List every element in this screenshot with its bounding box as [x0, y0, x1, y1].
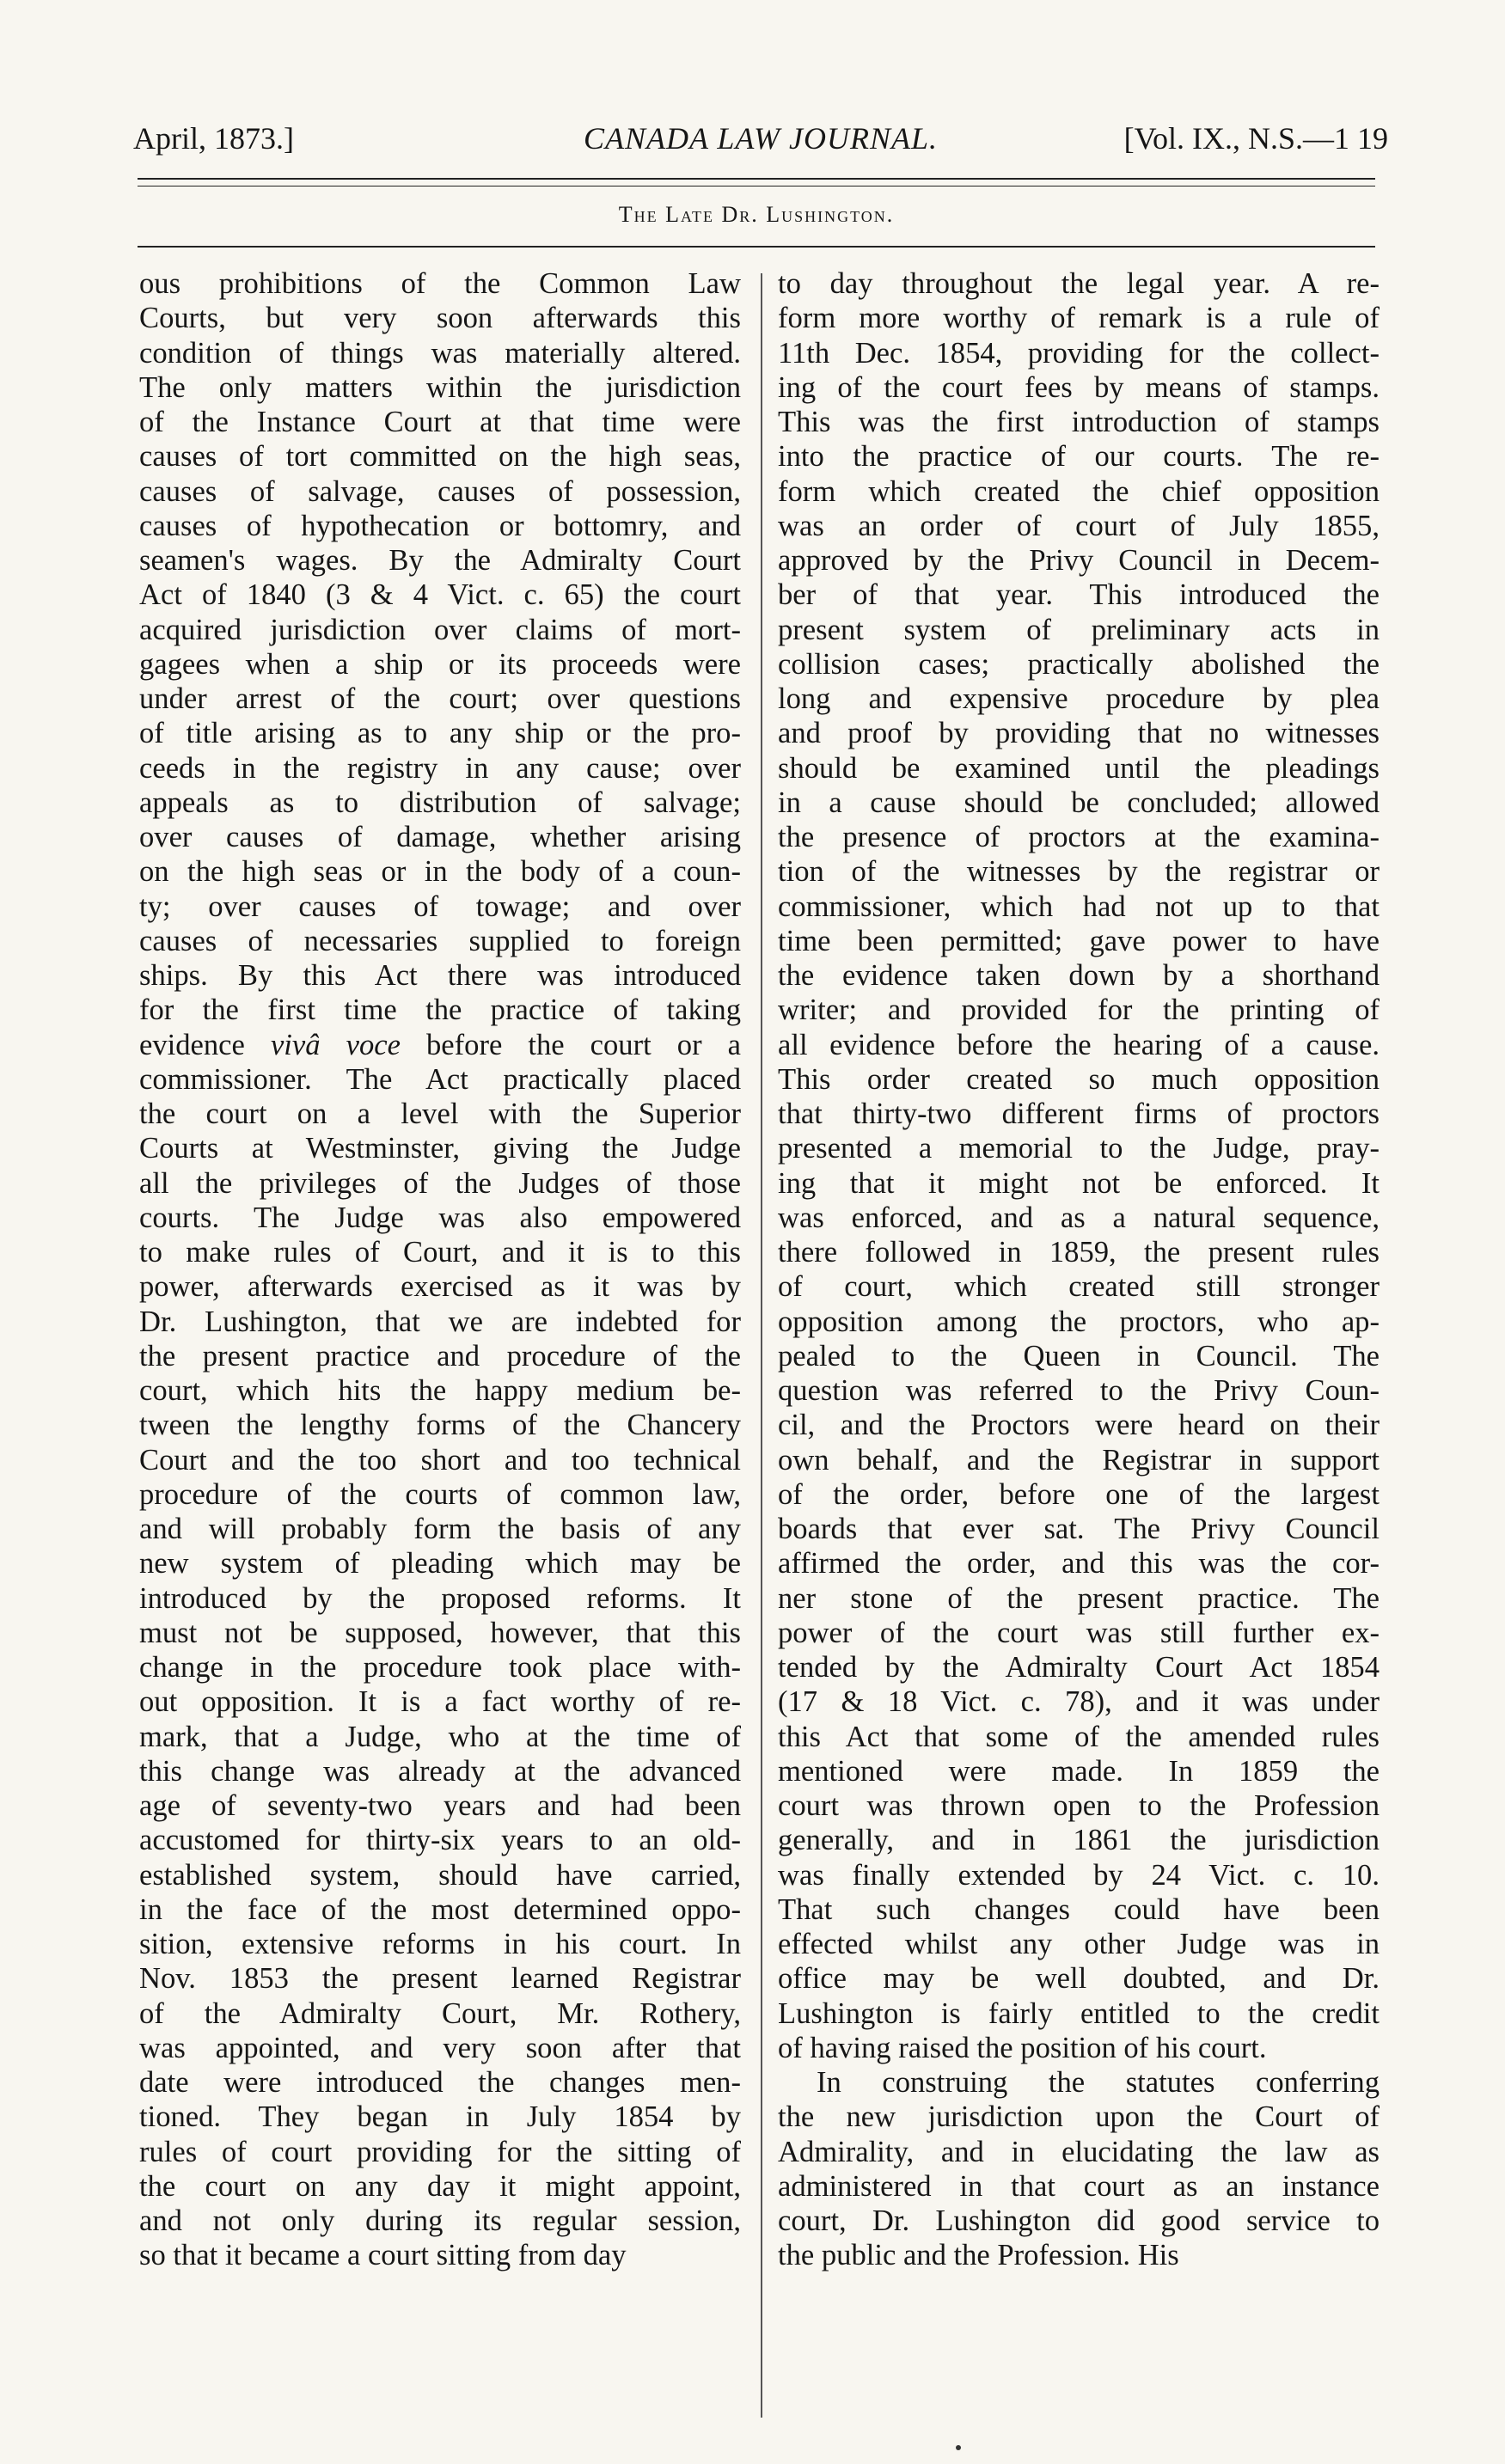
- text-line: tion of the witnesses by the registrar or: [778, 855, 1380, 889]
- page-header: [133, 117, 1388, 160]
- text-line: into the practice of our courts. The re-: [778, 440, 1380, 474]
- text-line: over causes of damage, whether arising: [139, 821, 741, 853]
- text-line: Courts at Westminster, giving the Judge: [139, 1132, 741, 1165]
- text-line: mark, that a Judge, who at the time of: [139, 1720, 741, 1753]
- text-line: ing of the court fees by means of stamps.: [778, 370, 1380, 404]
- text-line: there followed in 1859, the present rules: [778, 1236, 1380, 1269]
- text-line: of court, which created still stronger: [778, 1270, 1380, 1304]
- text-line: causes of necessaries supplied to foreign: [139, 924, 741, 957]
- text-line: This was the first introduction of stamps: [778, 406, 1380, 438]
- text-line: sition, extensive reforms in his court. In: [139, 1928, 741, 1960]
- text-line: writer; and provided for the printing of: [778, 994, 1380, 1027]
- text-line: present system of preliminary acts in: [778, 613, 1380, 646]
- text-line: commissioner. The Act practically placed: [139, 1062, 741, 1096]
- text-line: evidence vivâ voce before the court or a: [139, 1028, 742, 1061]
- text-line: out opposition. It is a fact worthy of re-: [139, 1685, 741, 1719]
- text-line: power of the court was still further ex-: [778, 1616, 1380, 1649]
- text-line: was appointed, and very soon after that: [139, 2031, 741, 2064]
- text-line: court, Dr. Lushington did good service to: [778, 2204, 1380, 2237]
- text-line: so that it became a court sitting from day: [139, 2239, 627, 2272]
- text-line: accustomed for thirty-six years to an old-: [139, 1824, 741, 1857]
- text-line: all evidence before the hearing of a cause.: [778, 1028, 1380, 1061]
- text-line: This order created so much opposition: [778, 1062, 1380, 1096]
- text-line: of the Instance Court at that time were: [139, 406, 741, 438]
- text-line: form more worthy of remark is a rule of: [778, 302, 1380, 335]
- text-line: administered in that court as an instance: [778, 2169, 1380, 2203]
- text-line: effected whilst any other Judge was in: [778, 1928, 1380, 1960]
- text-line: of the Admiralty Court, Mr. Rothery,: [139, 1996, 741, 2030]
- text-line: time been permitted; gave power to have: [778, 924, 1380, 957]
- text-line: Court and the too short and too technical: [139, 1443, 741, 1477]
- text-line: that thirty-two different firms of proctors: [778, 1097, 1380, 1130]
- right-column: [778, 266, 1380, 2273]
- text-line: was finally extended by 24 Vict. c. 10.: [778, 1858, 1380, 1892]
- text-line: power, afterwards exercised as it was by: [139, 1270, 741, 1304]
- text-line: court was thrown open to the Profession: [778, 1789, 1380, 1822]
- journal-title: CANADA LAW JOURNAL.: [584, 121, 938, 156]
- text-line: the evidence taken down by a shorthand: [778, 959, 1380, 992]
- text-line: affirmed the order, and this was the cor-: [778, 1547, 1380, 1581]
- text-line: ous prohibitions of the Common Law: [139, 267, 741, 300]
- text-line: commissioner, which had not up to that: [778, 890, 1380, 923]
- text-line: to day throughout the legal year. A re-: [778, 267, 1380, 300]
- text-line: causes of hypothecation or bottomry, and: [139, 509, 741, 542]
- text-line: was enforced, and as a natural sequence,: [778, 1201, 1380, 1234]
- column-divider: [761, 273, 762, 2418]
- text-line: pealed to the Queen in Council. The: [778, 1339, 1380, 1373]
- text-line: the public and the Profession. His: [778, 2239, 1179, 2272]
- text-line: In construing the statutes conferring: [817, 2066, 1380, 2099]
- text-line: and proof by providing that no witnesses: [778, 717, 1380, 750]
- text-line: seamen's wages. By the Admiralty Court: [139, 544, 741, 577]
- text-line: mentioned were made. In 1859 the: [778, 1754, 1380, 1788]
- text-line: approved by the Privy Council in Decem-: [778, 544, 1380, 577]
- text-line: the presence of proctors at the examina-: [778, 821, 1380, 853]
- volume-page: [Vol. IX., N.S.—1 19: [1123, 121, 1388, 156]
- text-line: ceeds in the registry in any cause; over: [139, 751, 741, 785]
- text-line: procedure of the courts of common law,: [139, 1477, 741, 1511]
- left-column: [139, 266, 741, 2273]
- issue-date: April, 1873.]: [133, 121, 294, 156]
- latin-phrase: vivâ voce: [270, 1028, 401, 1061]
- text-line: and not only during its regular session,: [139, 2204, 741, 2237]
- text-line: ing that it might not be enforced. It: [778, 1166, 1380, 1200]
- text-line: long and expensive procedure by plea: [778, 682, 1380, 715]
- text-line: form which created the chief opposition: [778, 474, 1380, 508]
- text-line: rules of court providing for the sitting of: [139, 2135, 741, 2168]
- text-line: under arrest of the court; over questions: [139, 682, 741, 715]
- text-line: age of seventy-two years and had been: [139, 1789, 741, 1822]
- header-rule-thick: [138, 178, 1375, 180]
- text-line: on the high seas or in the body of a coun-: [139, 855, 741, 889]
- text-line: acquired jurisdiction over claims of mort-: [139, 613, 741, 646]
- text-line: condition of things was materially altered.: [139, 336, 741, 370]
- text-line: tween the lengthy forms of the Chancery: [139, 1409, 741, 1442]
- text-line: Lushington is fairly entitled to the credit: [778, 1996, 1380, 2030]
- text-line: That such changes could have been: [778, 1892, 1380, 1926]
- text-line: collision cases; practically abolished the: [778, 647, 1380, 681]
- text-line: generally, and in 1861 the jurisdiction: [778, 1824, 1380, 1857]
- text-line: should be examined until the pleadings: [778, 751, 1380, 785]
- running-title: The Late Dr. Lushington.: [618, 202, 895, 227]
- text-line: ships. By this Act there was introduced: [139, 959, 741, 992]
- text-line: cil, and the Proctors were heard on their: [778, 1409, 1380, 1442]
- ink-mark: [956, 2445, 961, 2450]
- text-line: in a cause should be concluded; allowed: [778, 786, 1380, 819]
- text-line: (17 & 18 Vict. c. 78), and it was under: [778, 1685, 1380, 1719]
- text-line: opposition among the proctors, who ap-: [778, 1305, 1380, 1338]
- text-line: office may be well doubted, and Dr.: [778, 1962, 1380, 1996]
- text-line: own behalf, and the Registrar in support: [778, 1443, 1380, 1477]
- text-line: this Act that some of the amended rules: [778, 1720, 1380, 1753]
- text-line: new system of pleading which may be: [139, 1547, 741, 1581]
- text-line: of title arising as to any ship or the pro-: [139, 717, 741, 750]
- text-line: all the privileges of the Judges of those: [139, 1166, 741, 1200]
- text-line: 11th Dec. 1854, providing for the collect-: [778, 336, 1380, 370]
- text-line: presented a memorial to the Judge, pray-: [778, 1132, 1380, 1165]
- text-line: was an order of court of July 1855,: [778, 509, 1380, 542]
- text-line: the court on a level with the Superior: [139, 1097, 741, 1130]
- text-line: court, which hits the happy medium be-: [139, 1374, 741, 1407]
- text-line: gagees when a ship or its proceeds were: [139, 647, 741, 681]
- text-line: ner stone of the present practice. The: [778, 1581, 1380, 1615]
- text-line: of the order, before one of the largest: [778, 1477, 1380, 1511]
- text-line: appeals as to distribution of salvage;: [139, 786, 741, 819]
- text-line: courts. The Judge was also empowered: [139, 1201, 741, 1234]
- text-line: the court on any day it might appoint,: [139, 2169, 741, 2203]
- text-line: Admirality, and in elucidating the law as: [778, 2135, 1380, 2168]
- text-line: causes of tort committed on the high seas,: [139, 440, 741, 474]
- text-line: boards that ever sat. The Privy Council: [778, 1513, 1380, 1545]
- text-line: the present practice and procedure of the: [139, 1339, 741, 1373]
- text-line: established system, should have carried,: [139, 1858, 741, 1892]
- text-line: Dr. Lushington, that we are indebted for: [139, 1305, 741, 1338]
- text-line: the new jurisdiction upon the Court of: [778, 2100, 1380, 2134]
- text-line: ber of that year. This introduced the: [778, 578, 1380, 612]
- text-line: introduced by the proposed reforms. It: [139, 1581, 741, 1615]
- text-line: tioned. They began in July 1854 by: [139, 2100, 741, 2134]
- title-rule: [138, 246, 1375, 248]
- text-line: Nov. 1853 the present learned Registrar: [139, 1962, 741, 1996]
- text-line: to make rules of Court, and it is to this: [139, 1236, 741, 1269]
- text-line: and will probably form the basis of any: [139, 1513, 741, 1545]
- text-line: causes of salvage, causes of possession,: [139, 474, 741, 508]
- text-line: date were introduced the changes men-: [139, 2066, 741, 2099]
- text-line: The only matters within the jurisdiction: [139, 370, 741, 404]
- text-line: Act of 1840 (3 & 4 Vict. c. 65) the court: [139, 578, 741, 612]
- text-line: for the first time the practice of taking: [139, 994, 741, 1027]
- text-line: tended by the Admiralty Court Act 1854: [778, 1651, 1380, 1684]
- text-line: of having raised the position of his court.: [778, 2031, 1267, 2064]
- text-line: ty; over causes of towage; and over: [139, 890, 741, 923]
- text-line: change in the procedure took place with-: [139, 1651, 741, 1684]
- text-line: in the face of the most determined oppo-: [139, 1892, 741, 1926]
- text-line: must not be supposed, however, that this: [139, 1616, 741, 1649]
- text-line: Courts, but very soon afterwards this: [139, 302, 741, 335]
- text-line: question was referred to the Privy Coun-: [778, 1374, 1380, 1407]
- text-line: this change was already at the advanced: [139, 1754, 741, 1788]
